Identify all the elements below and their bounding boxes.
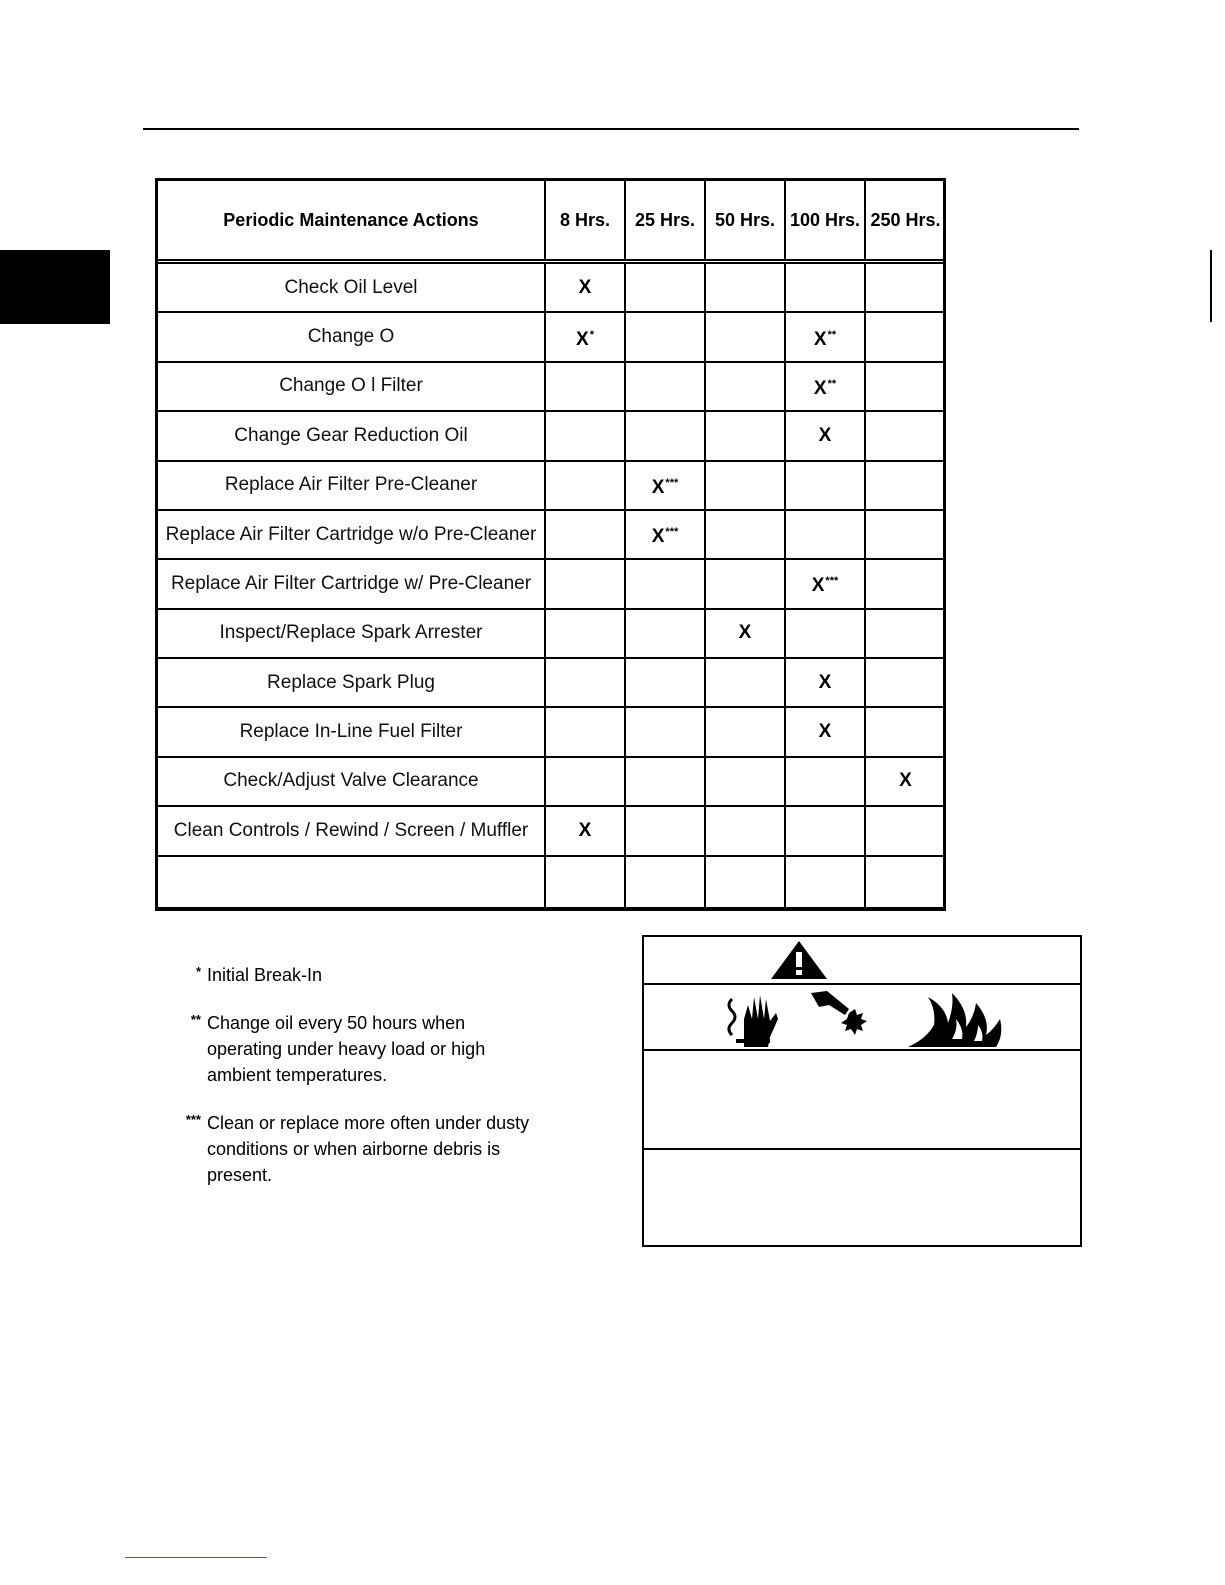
- edge-mark: [1210, 250, 1212, 322]
- interval-mark-100-hrs: X**: [785, 312, 865, 361]
- interval-mark-100-hrs: [785, 510, 865, 559]
- interval-mark-100-hrs: X***: [785, 559, 865, 608]
- footnote-symbol: **: [190, 1012, 201, 1027]
- table-row: [158, 559, 945, 608]
- footnote-text: Change oil every 50 hours when operating under heavy load or high ambient temperatures.: [207, 1013, 486, 1085]
- table-row: [158, 461, 945, 510]
- interval-mark-100-hrs: [785, 757, 865, 806]
- interval-mark-25-hrs: [625, 262, 705, 313]
- interval-mark-25-hrs: [625, 411, 705, 460]
- table-row: [158, 757, 945, 806]
- interval-mark-8-hrs: [545, 411, 625, 460]
- warning-body-lower: [644, 1150, 1080, 1247]
- action-cell: Inspect/Replace Spark Arrester: [158, 609, 545, 658]
- interval-mark-50-hrs: [705, 461, 785, 510]
- warning-box: [642, 935, 1082, 1247]
- empty-cell: [625, 856, 705, 907]
- interval-mark-50-hrs: [705, 510, 785, 559]
- header-8-hrs: 8 Hrs.: [545, 181, 625, 262]
- interval-mark-250-hrs: [865, 806, 945, 855]
- hot-surface-hand-icon: [722, 989, 794, 1047]
- interval-mark-50-hrs: [705, 411, 785, 460]
- interval-mark-50-hrs: [705, 806, 785, 855]
- interval-mark-25-hrs: [625, 609, 705, 658]
- header-50-hrs: 50 Hrs.: [705, 181, 785, 262]
- interval-mark-250-hrs: [865, 461, 945, 510]
- warning-pictograms: [644, 985, 1080, 1051]
- interval-mark-8-hrs: X*: [545, 312, 625, 361]
- interval-mark-8-hrs: [545, 658, 625, 707]
- interval-mark-50-hrs: [705, 312, 785, 361]
- table-row: [158, 510, 945, 559]
- table-row: [158, 362, 945, 411]
- interval-mark-8-hrs: X: [545, 806, 625, 855]
- table-row: [158, 262, 945, 313]
- table-row: [158, 658, 945, 707]
- action-cell: Replace Air Filter Pre-Cleaner: [158, 461, 545, 510]
- interval-mark-50-hrs: X: [705, 609, 785, 658]
- interval-mark-100-hrs: X: [785, 707, 865, 756]
- interval-mark-50-hrs: [705, 262, 785, 313]
- footnote-symbol: *: [195, 964, 201, 979]
- footnote-symbol: ***: [185, 1112, 201, 1127]
- footnote: [165, 1110, 545, 1188]
- interval-mark-100-hrs: [785, 609, 865, 658]
- interval-mark-100-hrs: [785, 461, 865, 510]
- interval-mark-8-hrs: [545, 609, 625, 658]
- empty-cell: [158, 856, 545, 907]
- interval-mark-25-hrs: [625, 757, 705, 806]
- interval-mark-8-hrs: [545, 707, 625, 756]
- header-actions: Periodic Maintenance Actions: [158, 181, 545, 262]
- link-underline: [125, 1557, 267, 1558]
- interval-mark-50-hrs: [705, 658, 785, 707]
- header-rule: [143, 128, 1079, 130]
- action-cell: Check Oil Level: [158, 262, 545, 313]
- interval-mark-8-hrs: [545, 757, 625, 806]
- table-row-empty: [158, 856, 945, 907]
- interval-mark-8-hrs: [545, 461, 625, 510]
- interval-mark-250-hrs: [865, 707, 945, 756]
- footnote-text: Clean or replace more often under dusty conditions or when airborne debris is present.: [207, 1113, 530, 1185]
- interval-mark-25-hrs: [625, 559, 705, 608]
- explosion-hand-icon: [809, 989, 881, 1047]
- footnote: [165, 962, 545, 988]
- table-row: [158, 806, 945, 855]
- interval-mark-100-hrs: X**: [785, 362, 865, 411]
- interval-mark-25-hrs: [625, 658, 705, 707]
- interval-mark-100-hrs: X: [785, 411, 865, 460]
- interval-mark-50-hrs: [705, 707, 785, 756]
- table-row: [158, 707, 945, 756]
- table-row: [158, 312, 945, 361]
- action-cell: Change Gear Reduction Oil: [158, 411, 545, 460]
- header-25-hrs: 25 Hrs.: [625, 181, 705, 262]
- interval-mark-250-hrs: [865, 510, 945, 559]
- interval-mark-25-hrs: [625, 806, 705, 855]
- footnotes: [165, 962, 545, 1210]
- interval-mark-25-hrs: [625, 312, 705, 361]
- interval-mark-250-hrs: [865, 658, 945, 707]
- maintenance-schedule-table: [155, 178, 946, 911]
- interval-mark-100-hrs: [785, 806, 865, 855]
- interval-mark-250-hrs: [865, 362, 945, 411]
- interval-mark-250-hrs: [865, 312, 945, 361]
- action-cell: Clean Controls / Rewind / Screen / Muffler: [158, 806, 545, 855]
- empty-cell: [705, 856, 785, 907]
- empty-cell: [865, 856, 945, 907]
- interval-mark-50-hrs: [705, 757, 785, 806]
- empty-cell: [545, 856, 625, 907]
- table-row: [158, 609, 945, 658]
- interval-mark-100-hrs: [785, 262, 865, 313]
- action-cell: Replace Air Filter Cartridge w/ Pre-Cleaner: [158, 559, 545, 608]
- interval-mark-25-hrs: [625, 707, 705, 756]
- interval-mark-25-hrs: [625, 362, 705, 411]
- warning-header: [644, 937, 1080, 985]
- interval-mark-8-hrs: [545, 362, 625, 411]
- interval-mark-50-hrs: [705, 362, 785, 411]
- footnote: [165, 1010, 545, 1088]
- action-cell: Replace Spark Plug: [158, 658, 545, 707]
- interval-mark-250-hrs: [865, 411, 945, 460]
- action-cell: Check/Adjust Valve Clearance: [158, 757, 545, 806]
- action-cell: Change O l Filter: [158, 362, 545, 411]
- interval-mark-8-hrs: [545, 510, 625, 559]
- interval-mark-50-hrs: [705, 559, 785, 608]
- action-cell: Replace Air Filter Cartridge w/o Pre-Cleaner: [158, 510, 545, 559]
- empty-cell: [785, 856, 865, 907]
- interval-mark-25-hrs: X***: [625, 510, 705, 559]
- alert-triangle-icon: [769, 939, 829, 981]
- header-250-hrs: 250 Hrs.: [865, 181, 945, 262]
- header-100-hrs: 100 Hrs.: [785, 181, 865, 262]
- footnote-text: Initial Break-In: [207, 965, 323, 985]
- action-cell: Replace In-Line Fuel Filter: [158, 707, 545, 756]
- interval-mark-250-hrs: X: [865, 757, 945, 806]
- interval-mark-8-hrs: [545, 559, 625, 608]
- section-tab: [0, 250, 110, 324]
- interval-mark-250-hrs: [865, 262, 945, 313]
- interval-mark-250-hrs: [865, 559, 945, 608]
- warning-body-upper: [644, 1051, 1080, 1150]
- table-row: [158, 411, 945, 460]
- interval-mark-100-hrs: X: [785, 658, 865, 707]
- fire-icon: [906, 989, 1006, 1047]
- interval-mark-25-hrs: X***: [625, 461, 705, 510]
- action-cell: Change O: [158, 312, 545, 361]
- interval-mark-250-hrs: [865, 609, 945, 658]
- interval-mark-8-hrs: X: [545, 262, 625, 313]
